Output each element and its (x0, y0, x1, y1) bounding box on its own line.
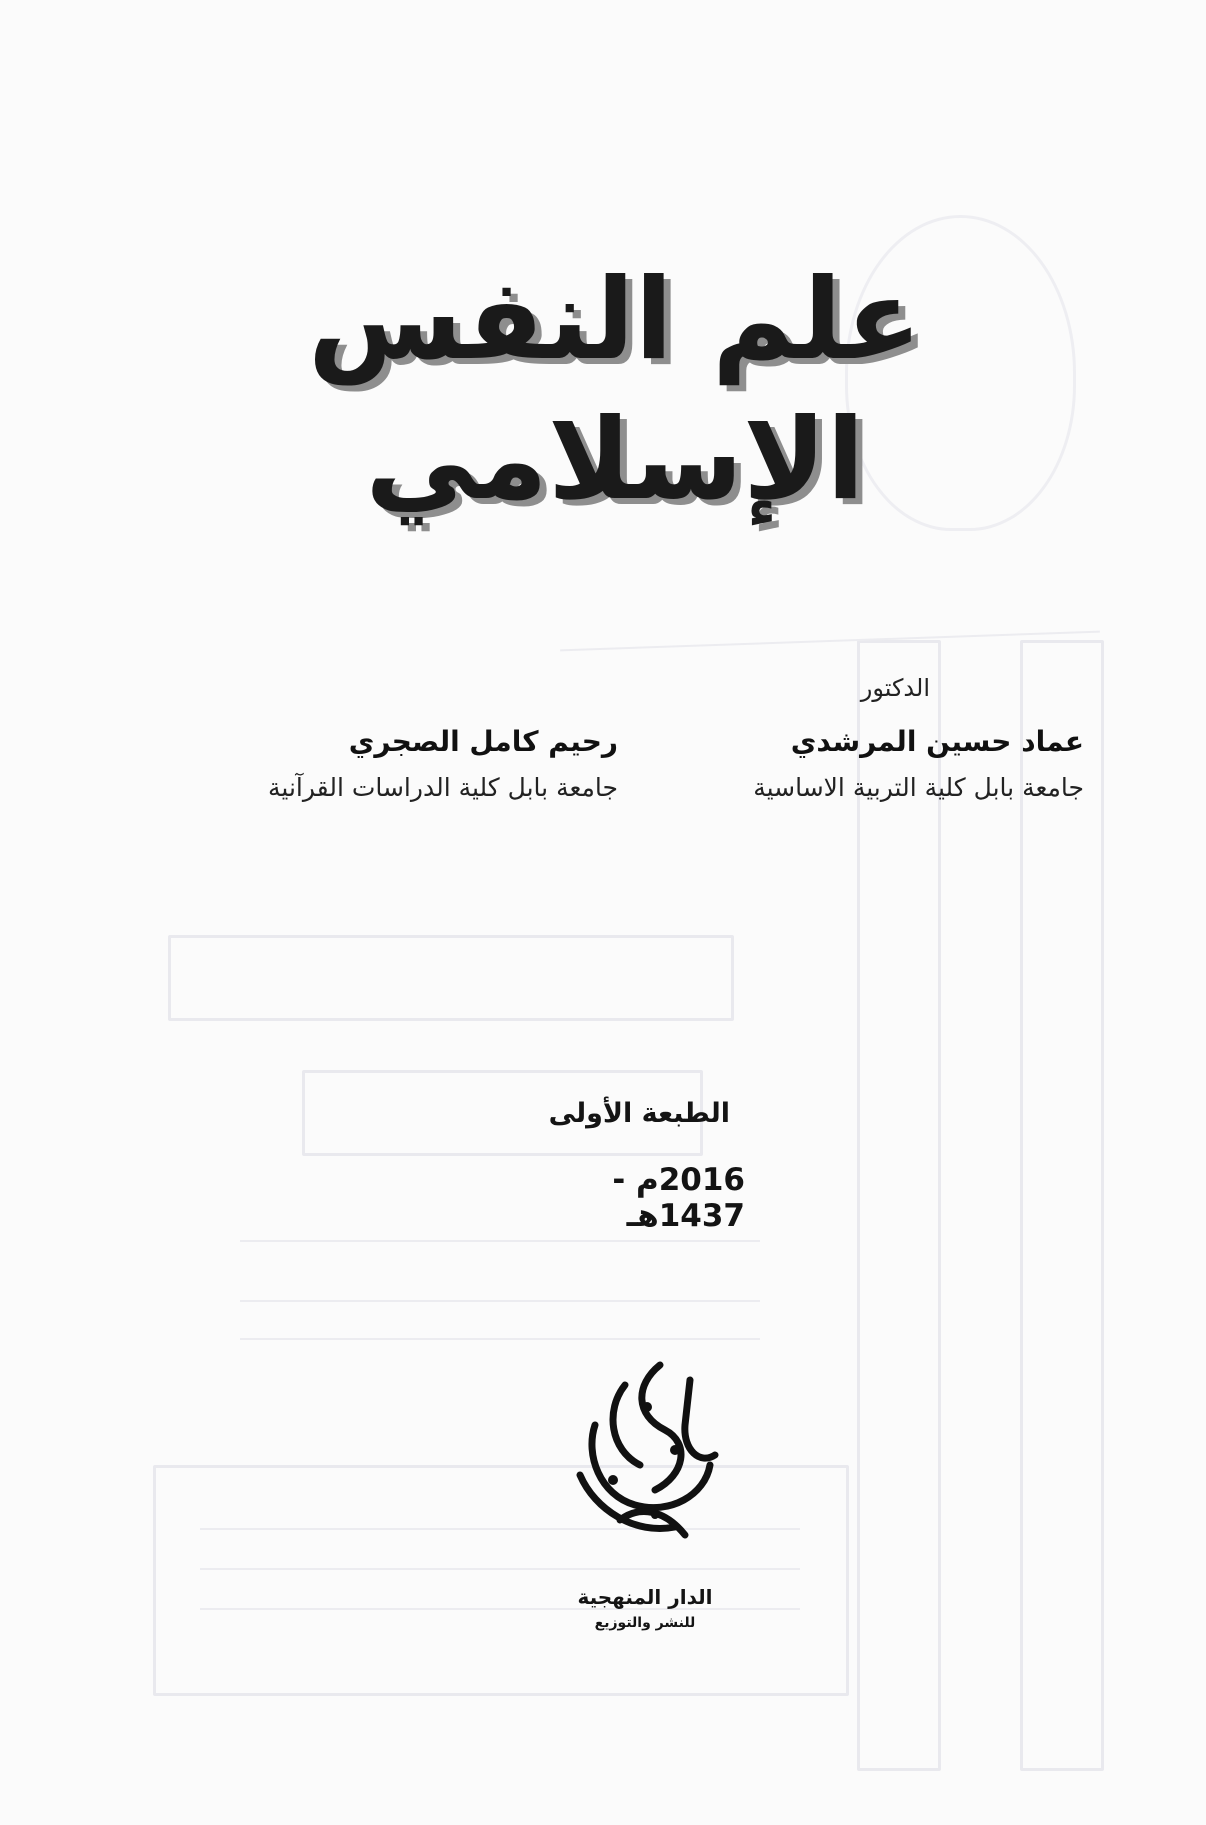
publisher-logo-text: دار المنهجية (642, 1455, 648, 1456)
edition-label: الطبعة الأولى (548, 1098, 730, 1129)
publisher-logo-icon (565, 1355, 725, 1545)
bleed-through-line (240, 1300, 760, 1302)
doctor-label: الدكتور (860, 674, 930, 702)
bleed-through-column (857, 640, 941, 1771)
author-affiliation: جامعة بابل كلية التربية الاساسية (753, 773, 1084, 802)
publisher-name: الدار المنهجية (577, 1585, 713, 1609)
bleed-through-line (560, 631, 1100, 652)
author-name: رحيم كامل الصجري (348, 725, 618, 758)
bleed-through-column (1020, 640, 1104, 1771)
author-name: عماد حسين المرشدي (790, 725, 1084, 758)
publication-dates: 2016م - 1437هـ (612, 1162, 745, 1234)
bleed-through-line (240, 1338, 760, 1340)
publisher-subtitle: للنشر والتوزيع (594, 1615, 696, 1631)
book-title: علم النفس الإسلامي (307, 255, 923, 525)
bleed-through-box (153, 1465, 849, 1696)
bleed-through-line (200, 1568, 800, 1570)
author-2 (150, 722, 618, 808)
bleed-through-box (168, 935, 734, 1021)
author-1 (640, 722, 1084, 808)
author-affiliation: جامعة بابل كلية الدراسات القرآنية (268, 773, 618, 802)
bleed-through-line (240, 1240, 760, 1242)
